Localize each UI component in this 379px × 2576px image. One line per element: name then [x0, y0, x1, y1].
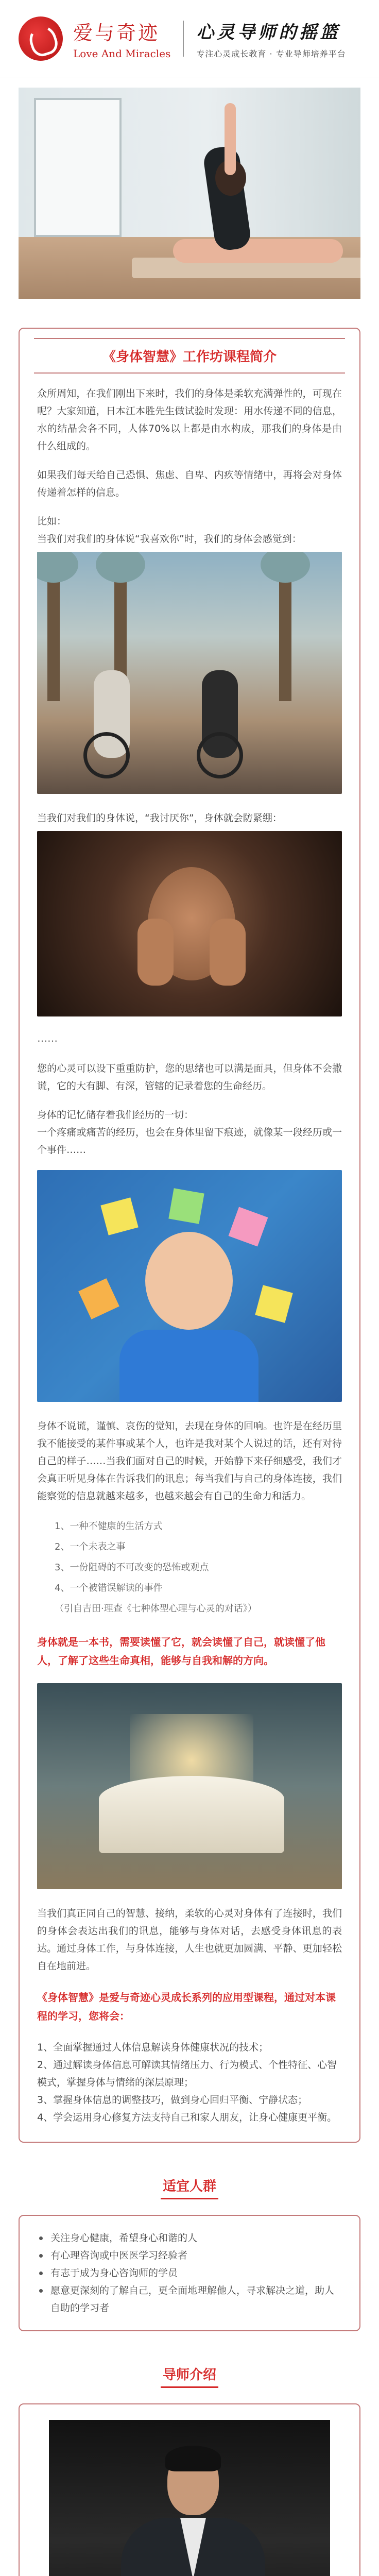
- photo-tree: [279, 567, 291, 701]
- sticky-note-icon: [78, 1278, 119, 1319]
- brand-name-cn: 爱与奇迹: [73, 22, 160, 44]
- list-item: 4、学会运用身心修复方法支持自己和家人朋友，让身心健康更平衡。: [37, 2112, 337, 2123]
- hero-legs: [173, 239, 343, 263]
- audience-list: [37, 2229, 342, 2317]
- section-separator: ……: [37, 1032, 58, 1044]
- audience-box: [19, 2215, 360, 2331]
- photo-child-body: [119, 1330, 259, 1402]
- slogan: [196, 18, 346, 59]
- photo-wheel: [197, 732, 243, 778]
- quote-line: 3、一份阻碍的不可改变的恐怖或观点: [55, 1562, 209, 1573]
- list-item: 2、通过解读身体信息可解读其情绪压力、行为模式、个性特征、心智模式，掌握身体与情绪的深层原理；: [37, 2059, 337, 2088]
- brand-name-en: Love And Miracles: [73, 47, 171, 60]
- mentor-title: 导师介绍: [161, 2364, 218, 2388]
- sticky-note-icon: [168, 1188, 204, 1224]
- photo-book-pages: [99, 1776, 284, 1853]
- key-statement: 身体就是一本书，需要读懂了它，就会读懂了自己，就读懂了他人，了解了这些生命真相，能够与自我和解的方向。: [37, 1636, 325, 1667]
- cyclists-photo: [37, 552, 342, 794]
- hero-arms: [225, 103, 236, 175]
- intro-paragraph: 您的心灵可以设下重重防护，您的思绪也可以满是面具，但身体不会撒谎，它的大有脚、有深，管辖的记录着您的生命经历。: [37, 1063, 342, 1092]
- anxious-face-photo: [37, 831, 342, 1016]
- intro-paragraph: 身体的记忆储存着我们经历的一切：: [37, 1109, 194, 1121]
- intro-body: [34, 385, 345, 2126]
- quote-line: 2、一个未表之事: [55, 1541, 126, 1552]
- photo-hand: [137, 919, 174, 986]
- open-book-photo: [37, 1683, 342, 1889]
- hero-window: [34, 98, 122, 237]
- list-item: 1、全面掌握通过人体信息解读身体健康状况的技术；: [37, 2042, 269, 2053]
- list-item: 有心理咨询或中医医学习经验者: [37, 2247, 342, 2264]
- mentor-box: [19, 2403, 360, 2576]
- photo-tree: [47, 567, 60, 701]
- intro-paragraph: 当我们对我们的身体说，“我讨厌你”，身体就会防紧绷：: [37, 812, 282, 824]
- photo-child-head: [145, 1232, 233, 1330]
- list-item: 关注身心健康，希望身心和谐的人: [37, 2229, 342, 2247]
- course-statement: 《身体智慧》是爱与奇迹心灵成长系列的应用型课程，通过对本课程的学习，您将会：: [37, 1991, 336, 2022]
- list-item: 愿意更深刻的了解自己，更全面地理解他人，寻求解决之道，助人自助的学习者: [37, 2282, 342, 2317]
- outcomes-list: [37, 2039, 342, 2126]
- brand-divider: [183, 21, 184, 57]
- mentor-photo-hair: [165, 2446, 221, 2471]
- sticky-note-icon: [229, 1207, 268, 1247]
- brand-text: [73, 17, 170, 60]
- intro-paragraph: 比如：: [37, 516, 67, 527]
- audience-heading: [0, 2176, 379, 2199]
- slogan-main: 心灵导师的摇篮: [196, 22, 341, 43]
- brand-logo-icon: [19, 16, 63, 61]
- mentor-heading: [0, 2364, 379, 2388]
- intro-paragraph: 众所周知，在我们刚出下来时，我们的身体是柔软充满弹性的，可现在呢？大家知道，日本江本胜先生做试验时发现：用水传递不同的信息，水的结晶会各不同，人体70%以上都是由水构成，那我们的身体是由什么组成的。: [37, 388, 342, 452]
- stressed-child-photo: [37, 1170, 342, 1402]
- intro-paragraph: 身体不说谎，谨慎、哀伤的觉知，去现在身体的回响。也许是在经历里我不能接受的某件事或某个人，也许是我对某个人说过的话，还有对待自己的样子……当我们面对自己的时候，开始静下来仔细感受，我们才会真正听见身体在告诉我们的讯息；每当我们与自己的身体连接，我们能察觉的信息就越来越多，也越来越会有自己的生命力和活力。: [37, 1420, 342, 1502]
- quote-block: [37, 1516, 342, 1619]
- slogan-sub: 专注心灵成长教育 · 专业导师培养平台: [196, 48, 346, 59]
- quote-line: 1、一种不健康的生活方式: [55, 1521, 163, 1532]
- list-item: 3、掌握身体信息的调整技巧，做到身心回归平衡、宁静状态；: [37, 2094, 308, 2106]
- intro-paragraph: 如果我们每天给自己恐惧、焦虑、自卑、内疚等情绪中，再将会对身体传递着怎样的信息。: [37, 469, 342, 498]
- intro-title-box: [34, 338, 345, 374]
- quote-source: （引自吉田·理查《七种体型心理与心灵的对话》）: [55, 1603, 257, 1614]
- photo-hand: [210, 919, 246, 986]
- intro-card: [19, 328, 360, 2143]
- hero-yoga-image: [19, 88, 360, 299]
- intro-title: 《身体智慧》工作坊课程简介: [102, 349, 277, 365]
- sticky-note-icon: [255, 1285, 292, 1323]
- mentor-photo: [49, 2420, 330, 2576]
- photo-wheel: [83, 732, 130, 778]
- intro-paragraph: 当我们真正同自己的智慧、接纳，柔软的心灵对身体有了连接时，我们的身体会表达出我们的讯息，能够与身体对话，去感受身体讯息的表达。通过身体工作，与身体连接，人生也就更加圆满、平静、更加轻松自在地前进。: [37, 1908, 342, 1972]
- intro-paragraph: 当我们对我们的身体说“我喜欢你”时，我们的身体会感觉到：: [37, 533, 302, 545]
- audience-title: 适宜人群: [161, 2176, 218, 2199]
- quote-line: 4、一个被错误解读的事件: [55, 1583, 163, 1594]
- sticky-note-icon: [100, 1197, 138, 1235]
- list-item: 有志于成为身心咨询师的学员: [37, 2264, 342, 2282]
- intro-paragraph: 一个疼痛或痛苦的经历，也会在身体里留下痕迹，就像某一段经历或一个事件……: [37, 1127, 342, 1156]
- brand-header: [0, 0, 379, 77]
